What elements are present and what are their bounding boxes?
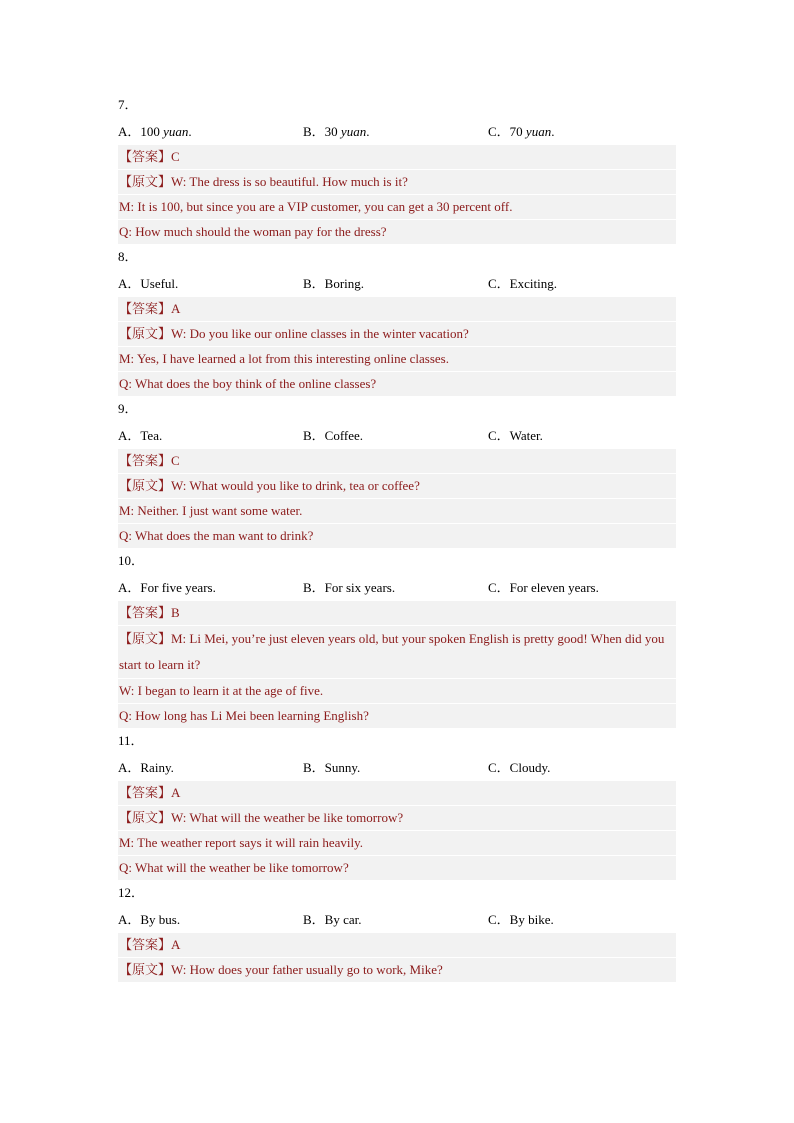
option-b: B．30 yuan. bbox=[303, 124, 370, 139]
option-a: A．Rainy. bbox=[118, 760, 174, 775]
answer-block bbox=[118, 601, 676, 728]
transcript-line: 【原文】W: How does your father usually go to work, Mike? bbox=[119, 962, 443, 977]
option-c: C．70 yuan. bbox=[488, 124, 555, 139]
option-a: A．Useful. bbox=[118, 276, 179, 291]
option-b: B．Boring. bbox=[303, 276, 365, 291]
question-12 bbox=[118, 880, 676, 982]
question-9 bbox=[118, 396, 676, 548]
transcript-line: Q: How long has Li Mei been learning English? bbox=[119, 708, 369, 723]
options-row bbox=[118, 118, 676, 145]
answer-key: 【答案】A bbox=[118, 933, 676, 958]
option-c: C．Water. bbox=[488, 428, 543, 443]
transcript-line: 【原文】W: The dress is so beautiful. How much is it? bbox=[118, 170, 676, 195]
transcript-line: 【原文】W: What will the weather be like tomorrow? bbox=[118, 806, 676, 831]
transcript-line: Q: What will the weather be like tomorrow? bbox=[119, 860, 349, 875]
option-a: A．Tea. bbox=[118, 428, 163, 443]
options-row bbox=[118, 574, 676, 601]
transcript-line: W: I began to learn it at the age of five. bbox=[118, 679, 676, 704]
answer-key: 【答案】A bbox=[118, 781, 676, 806]
question-8 bbox=[118, 244, 676, 396]
question-number: 10． bbox=[118, 553, 145, 568]
option-b: B．For six years. bbox=[303, 580, 396, 595]
option-c: C．By bike. bbox=[488, 912, 554, 927]
option-c: C．For eleven years. bbox=[488, 580, 599, 595]
option-a: A．For five years. bbox=[118, 580, 216, 595]
question-number: 11． bbox=[118, 733, 144, 748]
answer-key: 【答案】B bbox=[118, 601, 676, 626]
options-row bbox=[118, 422, 676, 449]
question-7 bbox=[118, 92, 676, 244]
transcript-line: M: The weather report says it will rain heavily. bbox=[118, 831, 676, 856]
transcript-line: Q: What does the boy think of the online classes? bbox=[119, 376, 377, 391]
answer-key: 【答案】C bbox=[118, 145, 676, 170]
answer-key: 【答案】A bbox=[118, 297, 676, 322]
option-c: C．Cloudy. bbox=[488, 760, 551, 775]
question-number: 9． bbox=[118, 401, 138, 416]
question-number: 8． bbox=[118, 249, 138, 264]
option-a: A．100 yuan. bbox=[118, 124, 192, 139]
answer-block bbox=[118, 781, 676, 880]
transcript-line: M: Neither. I just want some water. bbox=[118, 499, 676, 524]
transcript-line: M: It is 100, but since you are a VIP customer, you can get a 30 percent off. bbox=[118, 195, 676, 220]
transcript-line: 【原文】W: What would you like to drink, tea or coffee? bbox=[118, 474, 676, 499]
option-b: B．Sunny. bbox=[303, 760, 361, 775]
answer-block bbox=[118, 449, 676, 548]
option-a: A．By bus. bbox=[118, 912, 181, 927]
question-10 bbox=[118, 548, 676, 728]
question-number: 12． bbox=[118, 885, 145, 900]
transcript-line: 【原文】M: Li Mei, you’re just eleven years old, but your spoken English is pretty good! When did you start to learn it? bbox=[118, 626, 676, 679]
options-row bbox=[118, 906, 676, 933]
options-row bbox=[118, 270, 676, 297]
answer-block bbox=[118, 933, 676, 982]
option-c: C．Exciting. bbox=[488, 276, 557, 291]
document-body bbox=[118, 92, 676, 982]
option-b: B．By car. bbox=[303, 912, 362, 927]
transcript-line: Q: How much should the woman pay for the dress? bbox=[119, 224, 387, 239]
transcript-line: Q: What does the man want to drink? bbox=[119, 528, 314, 543]
option-b: B．Coffee. bbox=[303, 428, 364, 443]
transcript-line: 【原文】W: Do you like our online classes in the winter vacation? bbox=[118, 322, 676, 347]
options-row bbox=[118, 754, 676, 781]
question-number: 7． bbox=[118, 97, 138, 112]
answer-block bbox=[118, 145, 676, 244]
transcript-line: M: Yes, I have learned a lot from this interesting online classes. bbox=[118, 347, 676, 372]
answer-block bbox=[118, 297, 676, 396]
answer-key: 【答案】C bbox=[118, 449, 676, 474]
question-11 bbox=[118, 728, 676, 880]
